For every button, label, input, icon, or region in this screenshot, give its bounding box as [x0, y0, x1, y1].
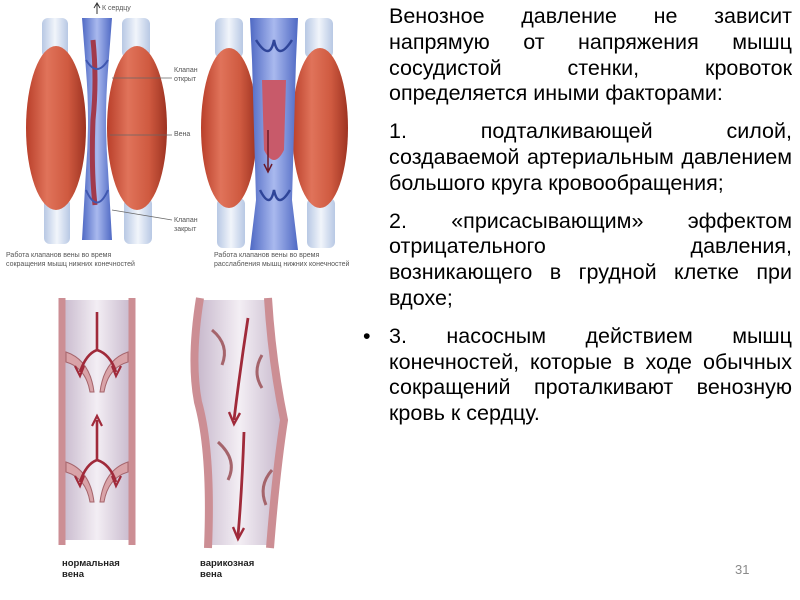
factor-item-3-text: 3. насосным действием мышц конечностей, которые в ходе обычных сокращений проталкивают венозную кровь к сердцу.	[389, 323, 792, 426]
varicose-vein-diagram	[194, 298, 284, 548]
caption-relaxation-line1: Работа клапанов вены во время	[214, 252, 320, 259]
factor-item-3	[363, 323, 792, 427]
caption-relaxation	[214, 251, 349, 269]
label-valve-closed-line2: закрыт	[174, 226, 197, 233]
label-normal-vein-line1: нормальная	[62, 558, 120, 569]
label-to-heart: К сердцу	[102, 5, 131, 12]
label-valve-open-line1: Клапан	[174, 67, 198, 74]
label-valve-closed-line1: Клапан	[174, 217, 198, 224]
factor-item-2: 2. «присасывающим» эффектом отрицательного давления, возникающего в грудной клетке при вдохе;	[389, 208, 792, 310]
blood-pool	[262, 80, 286, 160]
slide-text-body	[363, 4, 792, 439]
diagram-contraction	[26, 3, 172, 244]
muscle-left	[26, 46, 86, 210]
label-valve-open	[174, 66, 198, 84]
muscle-right	[292, 48, 348, 208]
muscle-right	[107, 46, 167, 210]
label-varicose-vein-line1: варикозная	[200, 558, 255, 569]
label-normal-vein-line2: вена	[62, 569, 85, 580]
intro-paragraph: Венозное давление не зависит напрямую от напряжения мышц сосудистой стенки, кровоток определяется иными факторами:	[389, 4, 792, 106]
vein-valve-illustration	[0, 0, 370, 600]
label-varicose-vein-line2: вена	[200, 569, 223, 580]
normal-vein-diagram	[62, 298, 132, 545]
label-normal-vein	[62, 558, 120, 580]
blood-flow	[92, 40, 95, 205]
muscle-left	[201, 48, 257, 208]
label-vein: Вена	[174, 131, 191, 138]
label-valve-open-line2: открыт	[174, 76, 197, 83]
label-valve-closed	[174, 216, 198, 234]
factor-item-1: 1. подталкивающей силой, создаваемой артериальным давлением большого круга кровообращения;	[389, 119, 792, 195]
label-varicose-vein	[200, 558, 254, 580]
caption-contraction-line1: Работа клапанов вены во время	[6, 252, 112, 259]
diagram-relaxation	[201, 18, 348, 250]
caption-contraction	[6, 251, 135, 269]
caption-relaxation-line2: расслабления мышц нижних конечностей	[214, 261, 350, 268]
slide-number: 31	[735, 562, 750, 577]
bullet-icon: •	[363, 323, 371, 348]
vein-diagrams-svg	[0, 0, 370, 600]
caption-contraction-line2: сокращения мышц нижних конечностей	[6, 261, 135, 268]
